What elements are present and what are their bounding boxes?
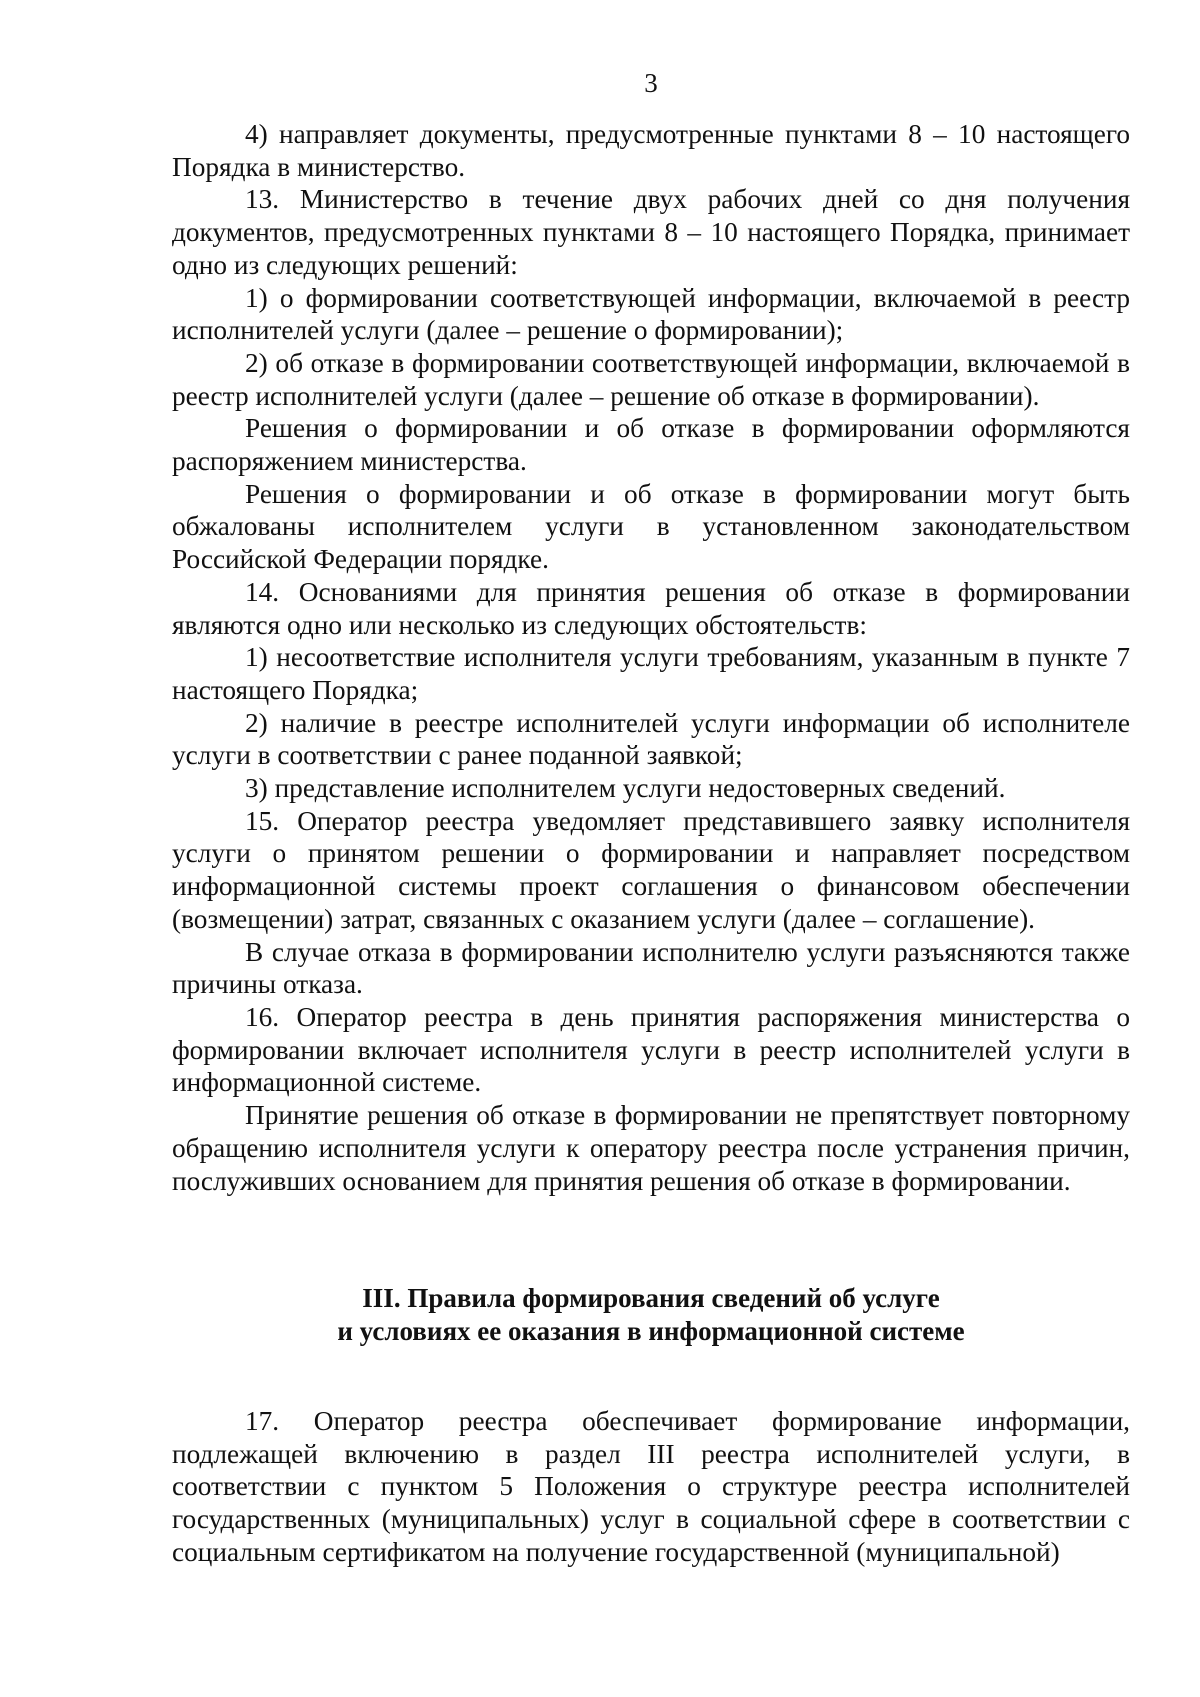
- paragraph: Принятие решения об отказе в формировании не препятствует повторному обращению исполнителя услуги к оператору реестра после устранения причин, послуживших основанием для принятия решения об отказе в формировании.: [172, 1100, 1130, 1196]
- paragraph: 2) об отказе в формировании соответствующей информации, включаемой в реестр исполнителей услуги (далее – решение об отказе в формировании).: [172, 347, 1130, 411]
- paragraph: В случае отказа в формировании исполнителю услуги разъясняются также причины отказа.: [172, 936, 1130, 1000]
- paragraph: 13. Министерство в течение двух рабочих дней со дня получения документов, предусмотренных пунктами 8 – 10 настоящего Порядка, принимает одно из следующих решений:: [172, 184, 1130, 280]
- paragraph: Решения о формировании и об отказе в формировании могут быть обжалованы исполнителем услуги в установленном законодательством Российской Федерации порядке.: [172, 478, 1130, 575]
- paragraph: 1) о формировании соответствующей информации, включаемой в реестр исполнителей услуги (далее – решение о формировании);: [172, 282, 1130, 346]
- paragraph: Решения о формировании и об отказе в формировании оформляются распоряжением министерства.: [172, 413, 1130, 477]
- section-body: [172, 1405, 1130, 1569]
- paragraph: 14. Основаниями для принятия решения об отказе в формировании являются одно или несколько из следующих обстоятельств:: [172, 576, 1130, 640]
- section-heading-line: III. Правила формирования сведений об услуге: [362, 1283, 940, 1313]
- section-heading: [172, 1282, 1130, 1347]
- paragraph: 3) представление исполнителем услуги недостоверных сведений.: [245, 773, 1006, 804]
- paragraph: 4) направляет документы, предусмотренные пунктами 8 – 10 настоящего Порядка в министерство.: [172, 119, 1130, 182]
- paragraph: 1) несоответствие исполнителя услуги требованиям, указанным в пункте 7 настоящего Порядка;: [172, 642, 1130, 705]
- section-heading-line: и условиях ее оказания в информационной системе: [337, 1315, 965, 1346]
- paragraph: 16. Оператор реестра в день принятия распоряжения министерства о формировании включает исполнителя услуги в реестр исполнителей услуги в информационной системе.: [172, 1001, 1130, 1098]
- paragraph: 2) наличие в реестре исполнителей услуги информации об исполнителе услуги в соответствии с ранее поданной заявкой;: [172, 707, 1130, 771]
- document-body: [172, 118, 1130, 1197]
- paragraph: 17. Оператор реестра обеспечивает формирование информации, подлежащей включению в раздел III реестра исполнителей услуги, в соответствии с пунктом 5 Положения о структуре реестра исполнителей государственных (муниципальных) услуг в социальной сфере в соответствии с социальным сертификатом на получение государственной (муниципальной): [172, 1406, 1130, 1567]
- paragraph: 15. Оператор реестра уведомляет представившего заявку исполнителя услуги о принятом решении о формировании и направляет посредством информационной системы проект соглашения о финансовом обеспечении (возмещении) затрат, связанных с оказанием услуги (далее – соглашение).: [172, 805, 1130, 934]
- page-number: 3: [644, 68, 658, 98]
